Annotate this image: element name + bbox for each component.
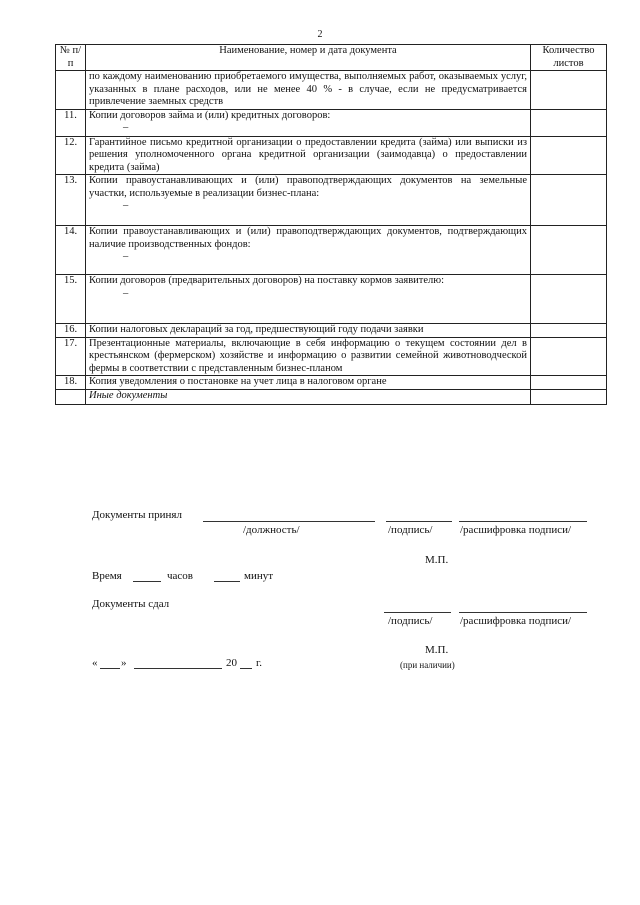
time-minutes-line (214, 581, 240, 582)
table-row (56, 71, 607, 110)
row-text: Гарантийное письмо кредитной организации о предоставлении кредита (займа) или выписки из решения уполномоченного органа кредитной организации (заимодавца) о предоставлении кредита (займа) (86, 136, 531, 175)
date-year-suffix: г. (256, 657, 263, 669)
row-num: 15. (56, 275, 86, 324)
time-hours-line (133, 581, 161, 582)
header-num: № п/п (56, 45, 86, 71)
table-row (56, 109, 607, 136)
date-year-prefix: 20 (226, 657, 237, 669)
accepted-label: Документы принял (92, 509, 182, 521)
time-minutes-label: минут (244, 570, 274, 582)
header-count: Количество листов (531, 45, 607, 71)
row-text: Копии договоров (предварительных договоров) на поставку кормов заявителю: (89, 275, 445, 286)
accepted-position-caption: /должность/ (243, 524, 300, 536)
date-day-line (100, 668, 120, 669)
handed-signature-line (384, 612, 451, 613)
row-text: Копии правоустанавливающих и (или) правоподтверждающих документов, подтверждающих наличие производственных фондов: (89, 226, 527, 250)
table-row (56, 275, 607, 324)
row-num: 14. (56, 226, 86, 275)
handed-signature-caption: /подпись/ (388, 615, 433, 627)
date-close-quote: » (121, 657, 127, 669)
page-number: 2 (317, 29, 323, 40)
row-num: 11. (56, 109, 86, 136)
row-num: 16. (56, 324, 86, 338)
handed-stamp: М.П. (425, 644, 449, 656)
accepted-signature-caption: /подпись/ (388, 524, 433, 536)
accepted-position-line (203, 521, 375, 522)
documents-table (55, 44, 607, 405)
row-text: Копии правоустанавливающих и (или) правоподтверждающих документов на земельные участки, используемые в реализации бизнес-плана: (89, 175, 527, 199)
table-row (56, 389, 607, 404)
date-open-quote: « (92, 657, 98, 669)
time-hours-label: часов (167, 570, 193, 582)
handed-label: Документы сдал (92, 598, 170, 610)
accepted-stamp: М.П. (425, 554, 449, 566)
accepted-decoding-line (459, 521, 587, 522)
row-num: 13. (56, 175, 86, 226)
date-month-line (134, 668, 222, 669)
table-row (56, 136, 607, 175)
row-dash: – (123, 287, 129, 299)
row-num: 12. (56, 136, 86, 175)
date-year-line (240, 668, 252, 669)
table-row (56, 175, 607, 226)
row-dash: – (123, 122, 129, 133)
row-dash: – (123, 200, 129, 211)
table-row (56, 226, 607, 275)
header-name: Наименование, номер и дата документа (86, 45, 531, 71)
table-row (56, 337, 607, 376)
handed-stamp-note: (при наличии) (400, 660, 455, 670)
row-num: 18. (56, 376, 86, 390)
row-text: Копии налоговых деклараций за год, предшествующий году подачи заявки (86, 324, 531, 338)
table-row (56, 376, 607, 390)
row-text: Копии договоров займа и (или) кредитных договоров: (89, 109, 331, 121)
handed-decoding-caption: /расшифровка подписи/ (460, 615, 572, 627)
handed-decoding-line (459, 612, 587, 613)
other-docs-label: Иные документы (86, 389, 531, 404)
row-continuation-text: по каждому наименованию приобретаемого имущества, выполняемых работ, оказываемых услуг, указанных в плане расходов, или не менее 40 % - в случае, если не предусматривается привлечение заемных средств (86, 71, 531, 110)
row-dash: – (123, 251, 129, 262)
table-header-row (56, 45, 607, 71)
row-text: Копия уведомления о постановке на учет лица в налоговом органе (86, 376, 531, 390)
table-row (56, 324, 607, 338)
row-text: Презентационные материалы, включающие в себя информацию о текущем состоянии дел в крестьянском (фермерском) хозяйстве и информацию о развитии семейной животноводческой фермы в соответствии с представленным бизнес-планом (86, 337, 531, 376)
accepted-signature-line (386, 521, 452, 522)
accepted-decoding-caption: /расшифровка подписи/ (460, 524, 572, 536)
row-num: 17. (56, 337, 86, 376)
time-label: Время (92, 570, 122, 582)
